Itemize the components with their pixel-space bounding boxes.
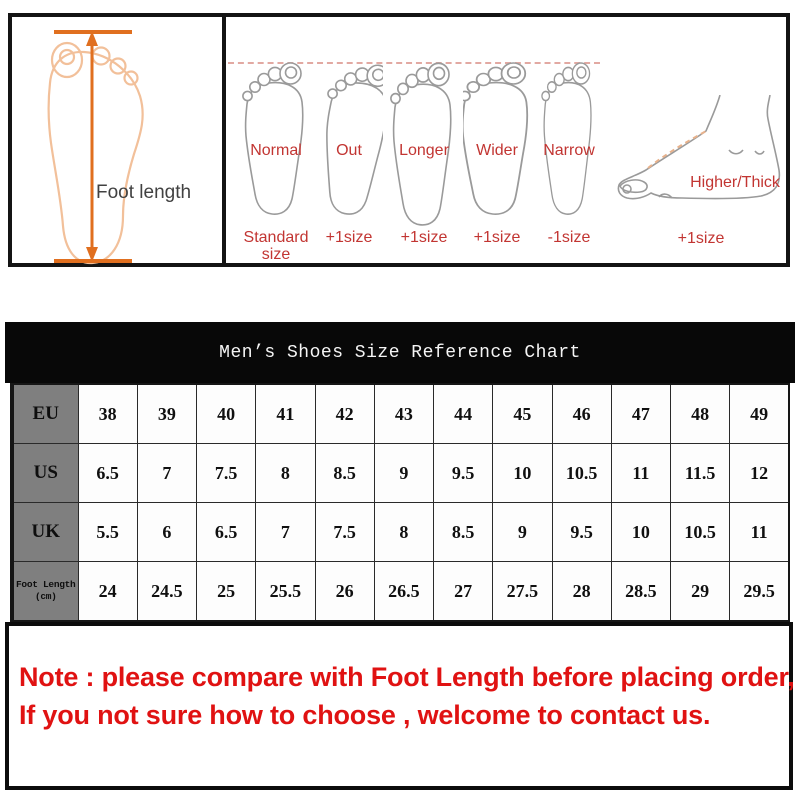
size-cell: 46: [552, 384, 611, 444]
foot-type-name: Out: [336, 142, 362, 159]
foot-measurement-panel: [8, 13, 790, 267]
foot-type-longer: [386, 60, 462, 270]
size-cell: 11.5: [671, 444, 730, 503]
size-cell: 29: [671, 562, 730, 622]
foot-type-name: Higher/Thick: [690, 174, 780, 191]
size-cell: 6.5: [197, 503, 256, 562]
note-box: [5, 622, 793, 790]
foot-length-diagram: [12, 17, 226, 263]
foot-type-normal: [238, 60, 314, 270]
size-cell: 41: [256, 384, 315, 444]
size-cell: 39: [137, 384, 196, 444]
size-cell: 8.5: [315, 444, 374, 503]
foot-type-size-adjustment: +1size: [473, 229, 521, 246]
foot-type-name: Wider: [476, 142, 518, 159]
size-cell: 8: [374, 503, 433, 562]
size-cell: 9: [493, 503, 552, 562]
size-cell: 40: [197, 384, 256, 444]
size-cell: 43: [374, 384, 433, 444]
size-cell: 42: [315, 384, 374, 444]
size-cell: 6: [137, 503, 196, 562]
size-cell: 10: [611, 503, 670, 562]
size-table-row: [12, 384, 789, 444]
foot-type-wider: [459, 60, 535, 270]
size-cell: 27.5: [493, 562, 552, 622]
row-header-eu: EU: [12, 384, 78, 444]
chart-title-band: [5, 322, 795, 383]
foot-type-narrow: [531, 60, 607, 270]
size-cell: 7.5: [315, 503, 374, 562]
size-cell: 26.5: [374, 562, 433, 622]
size-cell: 44: [434, 384, 493, 444]
size-cell: 11: [611, 444, 670, 503]
size-table: [10, 383, 790, 622]
foot-type-size-adjustment: +1size: [325, 229, 373, 246]
row-header-foot-length: Foot Length (cm): [12, 562, 78, 622]
size-cell: 29.5: [730, 562, 789, 622]
size-cell: 7: [137, 444, 196, 503]
size-cell: 8.5: [434, 503, 493, 562]
foot-type-size-adjustment: +1size: [677, 230, 725, 247]
size-cell: 24.5: [137, 562, 196, 622]
size-cell: 47: [611, 384, 670, 444]
size-cell: 9: [374, 444, 433, 503]
foot-type-size-adjustment: Standard size: [243, 229, 309, 263]
note-line-1: Note : please compare with Foot Length before placing order,: [19, 662, 795, 692]
size-cell: 24: [78, 562, 137, 622]
foot-length-label: Foot length: [96, 182, 192, 203]
size-cell: 10: [493, 444, 552, 503]
size-table-body: [12, 384, 789, 621]
size-cell: 5.5: [78, 503, 137, 562]
size-cell: 38: [78, 384, 137, 444]
foot-type-out: [311, 60, 387, 270]
size-cell: 25.5: [256, 562, 315, 622]
size-cell: 7: [256, 503, 315, 562]
size-cell: 7.5: [197, 444, 256, 503]
size-cell: 11: [730, 503, 789, 562]
row-header-uk: UK: [12, 503, 78, 562]
size-cell: 49: [730, 384, 789, 444]
size-table-row: [12, 503, 789, 562]
size-cell: 10.5: [671, 503, 730, 562]
foot-type-name: Narrow: [543, 142, 595, 159]
size-table-row: [12, 444, 789, 503]
foot-length-measure-icon: [14, 19, 219, 269]
size-table-row: [12, 562, 789, 622]
note-line-2: If you not sure how to choose , welcome to contact us.: [19, 700, 711, 730]
size-cell: 9.5: [434, 444, 493, 503]
size-cell: 45: [493, 384, 552, 444]
size-cell: 28: [552, 562, 611, 622]
size-cell: 25: [197, 562, 256, 622]
size-cell: 6.5: [78, 444, 137, 503]
foot-type-name: Longer: [399, 142, 449, 159]
size-cell: 27: [434, 562, 493, 622]
size-cell: 12: [730, 444, 789, 503]
size-cell: 26: [315, 562, 374, 622]
size-cell: 28.5: [611, 562, 670, 622]
size-cell: 8: [256, 444, 315, 503]
foot-type-size-adjustment: -1size: [547, 229, 591, 246]
chart-title: Men’s Shoes Size Reference Chart: [219, 342, 581, 363]
foot-type-size-adjustment: +1size: [400, 229, 448, 246]
foot-types-panel: [226, 17, 786, 263]
size-table-wrapper: [10, 383, 790, 622]
row-header-us: US: [12, 444, 78, 503]
foot-type-name: Normal: [250, 142, 302, 159]
foot-side-view-icon: [612, 95, 792, 220]
size-cell: 10.5: [552, 444, 611, 503]
size-cell: 48: [671, 384, 730, 444]
size-cell: 9.5: [552, 503, 611, 562]
